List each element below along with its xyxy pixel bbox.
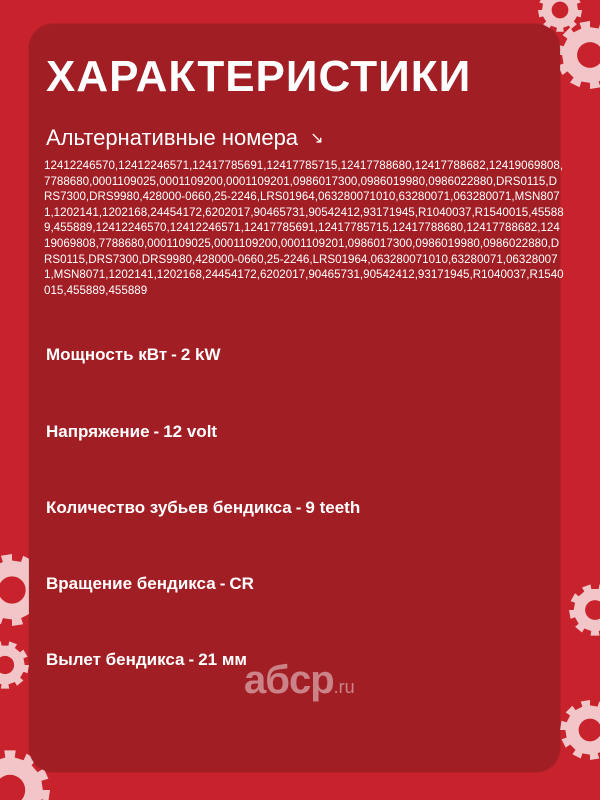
spec-voltage-value: 12 volt [163,422,218,441]
abcp-watermark [244,655,404,705]
spec-teeth: Количество зубьев бендикса - 9 teeth [46,498,361,517]
spec-power-label: Мощность кВт [46,345,168,364]
spec-overhang-value: 21 мм [198,650,247,669]
spec-overhang-label: Вылет бендикса [46,650,185,669]
spec-rotation-label: Вращение бендикса [46,574,216,593]
spec-rotation: Вращение бендикса - CR [46,574,254,593]
spec-voltage: Напряжение - 12 volt [46,422,218,441]
gear-icon [0,641,29,688]
watermark-text: aбcp [244,658,334,702]
page-title: ХАРАКТЕРИСТИКИ [46,52,472,101]
watermark-suffix: .ru [333,677,355,697]
spec-power-value: 2 kW [180,345,221,364]
spec-overhang: Вылет бендикса - 21 мм [46,650,247,669]
spec-power: Мощность кВт - 2 kW [46,345,221,364]
gear-icon [569,584,600,635]
spec-teeth-value: 9 teeth [305,498,361,517]
alt-numbers-list: 12412246570,12412246571,12417785691,12417785715,12417788680,12417788682,12419069808,7788680,0001109025,0001109200,0001109201,0986017300,0986019980,0986022880,DRS0115,DRS7300,DRS9980,428000-0660,25-2246,LRS01964,063280071010,63280071,063280071,MSN8071,1202141,1202168,24454172,6202017,90465731,90542412,93171945,R1040037,R1540015,455889,455889,12412246570,12412246571,12417785691,12417785715,12417788680,12417788682,12419069808,7788680,0001109025,0001109200,0001109201,0986017300,0986019980,0986022880,DRS0115,DRS7300,DRS9980,428000-0660,25-2246,LRS01964,063280071010,63280071,063280071,MSN8071,1202141,1202168,24454172,6202017,90465731,90542412,93171945,R1040037,R1540015,455889,455889 [44,159,564,297]
arrow-down-right-icon: ↘ [310,130,324,147]
alt-numbers-header-text: Альтернативные номера [46,125,299,150]
gear-icon [560,700,600,760]
spec-teeth-label: Количество зубьев бендикса [46,498,292,517]
alt-numbers-header [46,124,324,153]
spec-voltage-label: Напряжение [46,422,150,441]
spec-rotation-value: CR [229,574,254,593]
